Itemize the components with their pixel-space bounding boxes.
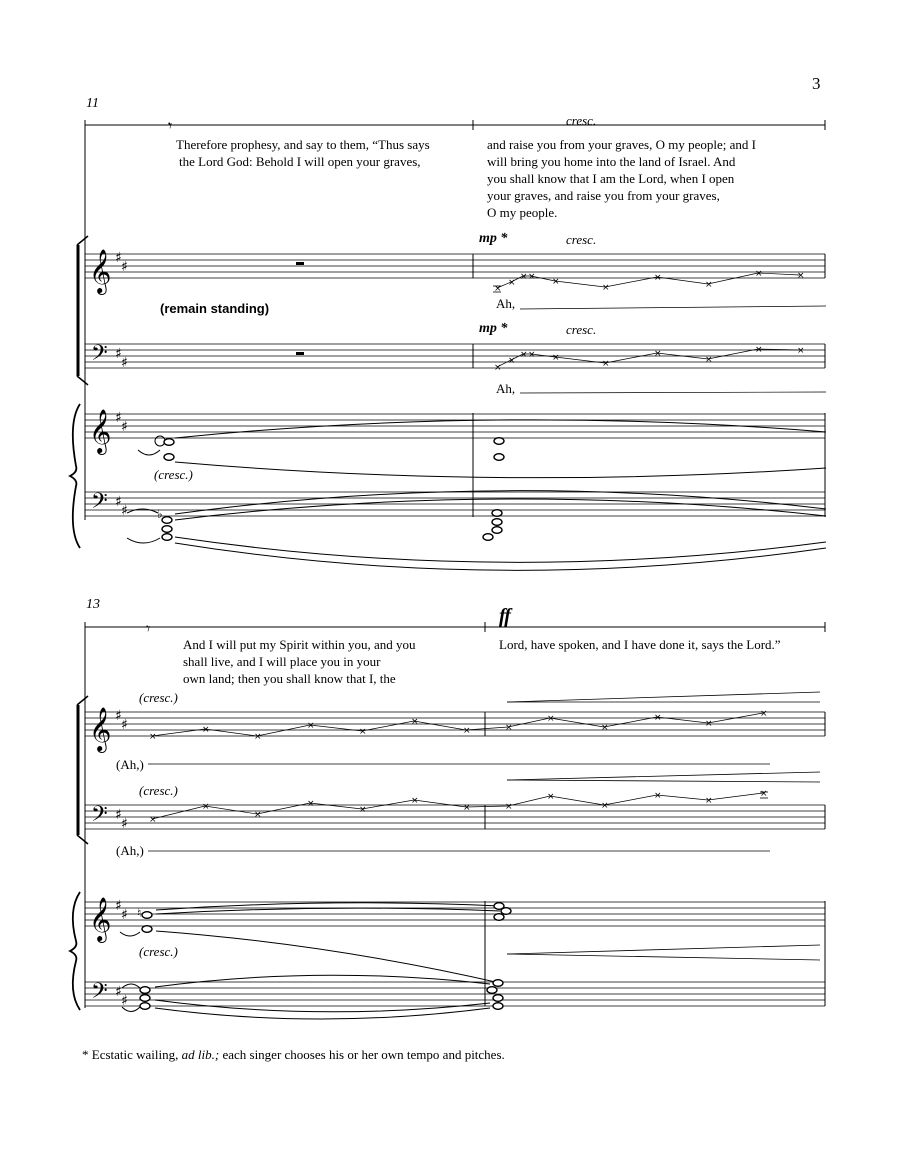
bass-x-notehead: ×: [359, 805, 367, 815]
hairpin: [507, 692, 820, 702]
bass-x-notehead: ×: [463, 803, 471, 813]
tie: [127, 538, 160, 543]
soprano-x-notehead: ×: [520, 272, 528, 282]
whole-note: [162, 517, 172, 524]
piano-brace: [70, 892, 80, 1010]
piano-cresc: (cresc.): [154, 467, 193, 482]
soprano-x-notehead: ×: [307, 721, 315, 731]
tie: [138, 450, 160, 455]
whole-note: [142, 926, 152, 933]
whole-note: [483, 534, 493, 541]
bass-x-notehead: ×: [508, 356, 516, 366]
soprano-x-notehead: ×: [149, 732, 157, 742]
key-sharp: ♯: [115, 708, 122, 724]
tie: [120, 932, 140, 936]
footnote: * Ecstatic wailing, ad lib.; each singer chooses his or her own tempo and pitches.: [82, 1047, 505, 1062]
soprano-syllable: (Ah,): [116, 757, 144, 772]
tie: [175, 420, 826, 438]
treble-clef: 𝄞: [89, 249, 112, 293]
soprano-dynamic: mp *: [479, 231, 508, 246]
whole-note: [493, 980, 503, 987]
choir-direction: (remain standing): [160, 301, 270, 316]
bracket-hook: [77, 835, 88, 844]
narration-text-left: Therefore prophesy, and say to them, “Thus says the Lord God: Behold I will open your graves,: [176, 137, 430, 169]
soprano-x-notehead: ×: [254, 732, 262, 742]
key-sharp: ♯: [115, 410, 122, 426]
bass-x-notehead: ×: [654, 349, 662, 359]
tie: [175, 543, 826, 570]
bass-x-notehead: ×: [755, 345, 763, 355]
whole-note: [501, 908, 511, 915]
narration-cresc: cresc.: [566, 113, 597, 128]
soprano-x-notehead: ×: [528, 272, 536, 282]
bass-x-notehead: ×: [520, 350, 528, 360]
measure-number: 13: [86, 597, 100, 612]
whole-rest: [296, 262, 304, 265]
bracket-hook: [77, 696, 88, 705]
bass-clef: 𝄢: [91, 489, 108, 519]
key-sharp: ♯: [115, 807, 122, 823]
whole-note: [162, 526, 172, 533]
hairpin: [507, 780, 820, 782]
bass-syllable: Ah,: [496, 381, 516, 396]
piano-brace: [70, 404, 80, 548]
whole-note: [142, 912, 152, 919]
soprano-contour: [152, 713, 763, 736]
bass-x-notehead: ×: [149, 815, 157, 825]
bracket-hook: [77, 236, 88, 245]
key-sharp: ♯: [121, 355, 128, 371]
tie: [122, 984, 140, 988]
soprano-cresc: (cresc.): [139, 690, 178, 705]
whole-note: [494, 438, 504, 445]
bass-x-notehead: ×: [705, 796, 713, 806]
treble-clef: 𝄞: [89, 707, 112, 751]
bass-clef: 𝄢: [91, 979, 108, 1009]
hairpin: [507, 772, 820, 780]
tie: [155, 1008, 490, 1019]
bass-dynamic: mp *: [479, 321, 508, 336]
soprano-x-notehead: ×: [705, 280, 713, 290]
key-sharp: ♯: [121, 259, 128, 275]
soprano-x-notehead: ×: [705, 719, 713, 729]
syllable-extender: [520, 392, 826, 393]
bass-x-notehead: ×: [254, 810, 262, 820]
bass-x-notehead: ×: [528, 350, 536, 360]
whole-note: [493, 995, 503, 1002]
key-sharp: ♯: [121, 503, 128, 519]
bass-x-notehead: ×: [797, 346, 805, 356]
key-sharp: ♯: [115, 494, 122, 510]
bass-x-notehead: ×: [505, 802, 513, 812]
bass-cresc: cresc.: [566, 322, 597, 337]
soprano-x-notehead: ×: [494, 284, 502, 294]
soprano-x-notehead: ×: [552, 277, 560, 287]
soprano-x-notehead: ×: [359, 727, 367, 737]
bass-x-notehead: ×: [307, 799, 315, 809]
bass-syllable: (Ah,): [116, 843, 144, 858]
piano-cresc: (cresc.): [139, 944, 178, 959]
tie: [155, 975, 490, 987]
whole-note: [162, 534, 172, 541]
whole-note: [487, 987, 497, 994]
key-sharp: ♯: [115, 250, 122, 266]
eighth-rest: 𝄾: [146, 619, 151, 638]
soprano-x-notehead: ×: [505, 723, 513, 733]
bass-x-notehead: ×: [601, 801, 609, 811]
bass-x-notehead: ×: [494, 363, 502, 373]
soprano-x-notehead: ×: [202, 725, 210, 735]
tie: [156, 908, 500, 914]
bass-clef: 𝄢: [91, 341, 108, 371]
whole-note: [492, 519, 502, 526]
whole-note: [492, 510, 502, 517]
bass-clef: 𝄢: [91, 802, 108, 832]
soprano-syllable: Ah,: [496, 296, 516, 311]
key-sharp: ♯: [121, 993, 128, 1009]
bass-contour: [152, 793, 763, 819]
bass-x-notehead: ×: [202, 802, 210, 812]
tie: [175, 462, 826, 478]
hairpin: [507, 945, 820, 954]
bass-x-notehead: ×: [552, 353, 560, 363]
soprano-x-notehead: ×: [602, 283, 610, 293]
bass-x-notehead: ×: [760, 789, 768, 799]
soprano-x-notehead: ×: [601, 723, 609, 733]
measure-number: 11: [86, 96, 99, 111]
bracket-hook: [77, 376, 88, 385]
hairpin: [507, 954, 820, 960]
whole-note: [140, 987, 150, 994]
treble-clef: 𝄞: [89, 409, 112, 453]
key-sharp: ♯: [121, 816, 128, 832]
soprano-x-notehead: ×: [547, 714, 555, 724]
whole-note: [140, 1003, 150, 1010]
soprano-x-notehead: ×: [797, 271, 805, 281]
whole-note: [164, 439, 174, 446]
key-sharp: ♯: [121, 907, 128, 923]
soprano-x-notehead: ×: [654, 273, 662, 283]
narration-text-right: Lord, have spoken, and I have done it, says the Lord.”: [499, 637, 781, 652]
treble-clef: 𝄞: [89, 897, 112, 941]
key-sharp: ♯: [121, 419, 128, 435]
soprano-x-notehead: ×: [508, 278, 516, 288]
narration-text-left: And I will put my Spirit within you, and you shall live, and I will place you in your own land; then you shall know that I, the: [183, 637, 416, 686]
narration-dynamic: ff: [499, 605, 510, 627]
whole-note: [492, 527, 502, 534]
natural-accidental: ♮: [137, 906, 142, 920]
soprano-x-notehead: ×: [760, 709, 768, 719]
key-sharp: ♯: [121, 717, 128, 733]
key-sharp: ♯: [115, 346, 122, 362]
whole-note: [164, 454, 174, 461]
tie: [175, 537, 826, 562]
soprano-x-notehead: ×: [411, 717, 419, 727]
bass-x-notehead: ×: [654, 791, 662, 801]
soprano-cresc: cresc.: [566, 232, 597, 247]
bass-x-notehead: ×: [602, 359, 610, 369]
whole-note: [140, 995, 150, 1002]
page-number: 3: [812, 74, 821, 93]
bass-x-notehead: ×: [705, 355, 713, 365]
soprano-x-notehead: ×: [463, 726, 471, 736]
eighth-rest: 𝄾: [168, 116, 173, 135]
narration-text-right: and raise you from your graves, O my people; and I will bring you home into the land of Israel. And you shall know that I am the Lord, when I open your graves, and raise you from your graves, O my people.: [487, 137, 756, 220]
bass-x-notehead: ×: [547, 792, 555, 802]
whole-note: [493, 1003, 503, 1010]
bass-x-notehead: ×: [411, 796, 419, 806]
flat-accidental: ♭: [157, 507, 163, 521]
soprano-x-notehead: ×: [654, 713, 662, 723]
key-sharp: ♯: [115, 898, 122, 914]
key-sharp: ♯: [115, 984, 122, 1000]
whole-rest: [296, 352, 304, 355]
whole-note: [494, 454, 504, 461]
soprano-x-notehead: ×: [755, 269, 763, 279]
tie: [175, 499, 826, 520]
bass-cresc: (cresc.): [139, 783, 178, 798]
whole-note: [494, 914, 504, 921]
syllable-extender: [520, 306, 826, 309]
